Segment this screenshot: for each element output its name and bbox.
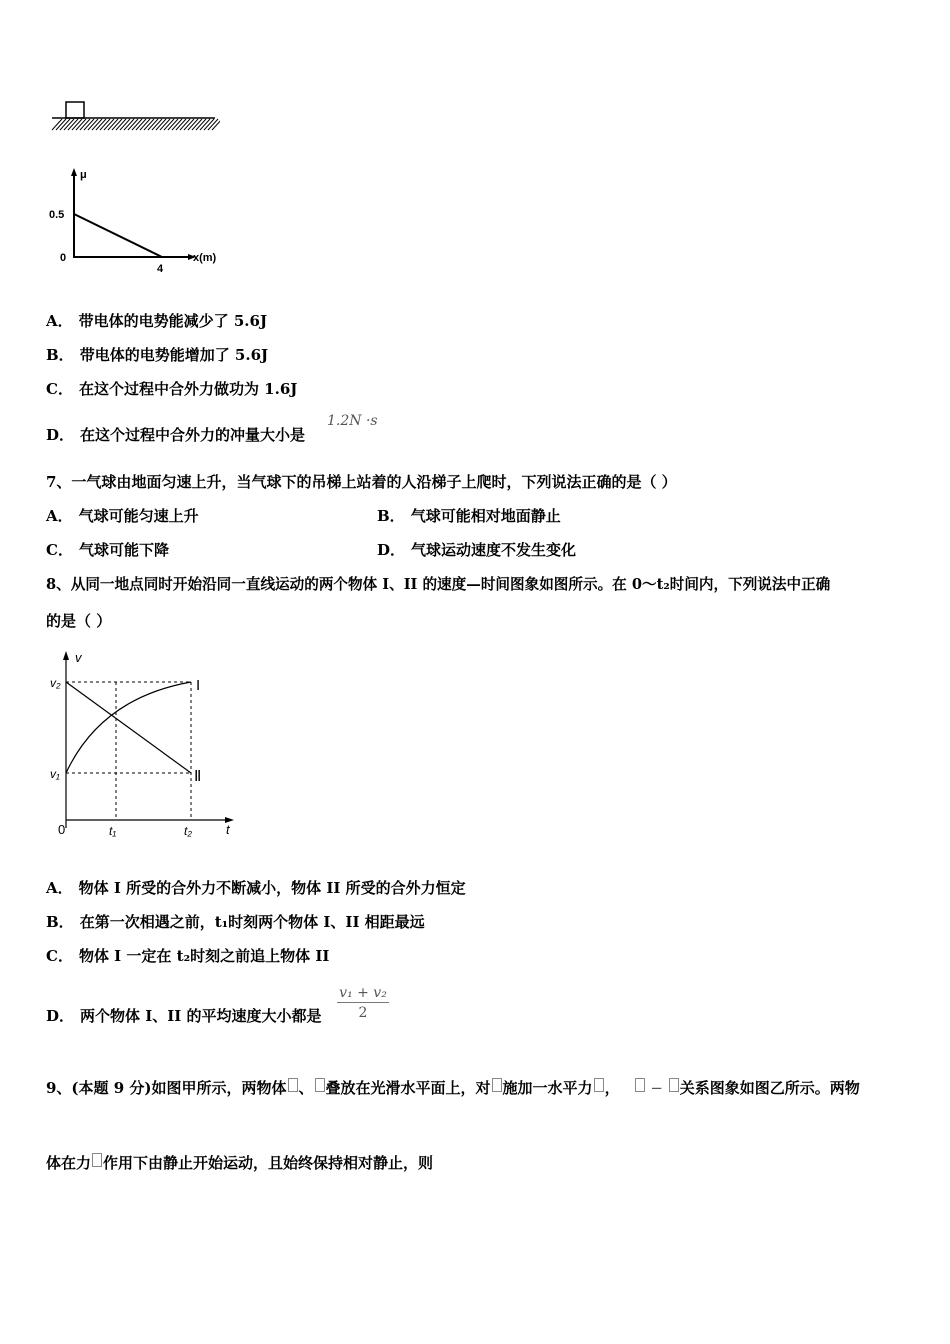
q6-option-d-formula: 1.2N ·s — [327, 413, 378, 429]
q8-stem-line2: 的是（ ） — [46, 612, 112, 630]
q6-option-b: B． 带电体的电势能增加了 5.6J — [46, 346, 269, 364]
curve-II-label: Ⅱ — [194, 768, 202, 785]
v-axis-label: v — [75, 650, 82, 665]
q8-option-d: D． 两个物体 I、II 的平均速度大小都是 — [46, 1007, 322, 1025]
v2-label: v₂ — [50, 676, 61, 690]
block-on-ground-figure — [50, 98, 220, 138]
q8-option-d-fraction — [337, 984, 389, 1023]
q6-option-c: C． 在这个过程中合外力做功为 1.6J — [46, 380, 298, 398]
q9-stem-line1: 9、(本题 9 分)如图甲所示，两物体 、 叠放在光滑水平面上，对 施加一水平力 ， − 关系图象如图乙所示。两物 — [46, 1079, 860, 1097]
q8-option-b: B． 在第一次相遇之前，t₁时刻两个物体 I、II 相距最远 — [46, 913, 425, 931]
mu-line — [74, 214, 162, 257]
x-axis-label: x(m) — [193, 252, 217, 264]
missing-symbol — [594, 1078, 604, 1092]
q7-option-b: B． 气球可能相对地面静止 — [377, 507, 561, 525]
q8-stem-line1: 8、从同一地点同时开始沿同一直线运动的两个物体 I、II 的速度—时间图象如图所示。在 0～t₂时间内，下列说法中正确 — [46, 576, 831, 593]
curve-I-label: I — [196, 677, 201, 694]
t1-label: t₁ — [109, 824, 117, 838]
missing-symbol — [92, 1153, 102, 1167]
mu-value: 0.5 — [49, 209, 65, 221]
q7-stem: 7、一气球由地面匀速上升，当气球下的吊梯上站着的人沿梯子上爬时，下列说法正确的是（ ） — [46, 473, 677, 491]
q8-option-a: A． 物体 I 所受的合外力不断减小，物体 II 所受的合外力恒定 — [46, 879, 466, 897]
mu-label: μ — [80, 169, 87, 181]
mu-x-graph — [44, 166, 234, 276]
missing-symbol — [669, 1078, 679, 1092]
v-t-graph — [46, 648, 246, 843]
origin-label: 0 — [60, 252, 67, 264]
q6-option-d: D． 在这个过程中合外力的冲量大小是 — [46, 426, 306, 444]
missing-symbol — [288, 1078, 298, 1092]
q6-option-a: A． 带电体的电势能减少了 5.6J — [46, 312, 268, 330]
missing-symbol — [315, 1078, 325, 1092]
q7-option-a: A． 气球可能匀速上升 — [46, 507, 199, 525]
fraction-denominator: 2 — [358, 1005, 368, 1021]
q7-option-d: D． 气球运动速度不发生变化 — [377, 541, 577, 559]
v1-label: v₁ — [50, 767, 60, 781]
q8-option-c: C． 物体 I 一定在 t₂时刻之前追上物体 II — [46, 947, 330, 965]
missing-symbol — [492, 1078, 502, 1092]
block — [66, 102, 84, 118]
origin-label: 0 — [58, 822, 66, 837]
line-II — [66, 682, 191, 773]
q7-option-c: C． 气球可能下降 — [46, 541, 169, 559]
missing-symbol — [635, 1078, 645, 1092]
t2-label: t₂ — [184, 824, 192, 838]
fraction-numerator: v₁ + v₂ — [337, 984, 389, 1003]
ground-hatching — [52, 119, 220, 130]
x-value: 4 — [157, 263, 164, 275]
t-axis-label: t — [226, 822, 230, 837]
q9-stem-line2: 体在力 作用下由静止开始运动，且始终保持相对静止，则 — [46, 1154, 434, 1172]
